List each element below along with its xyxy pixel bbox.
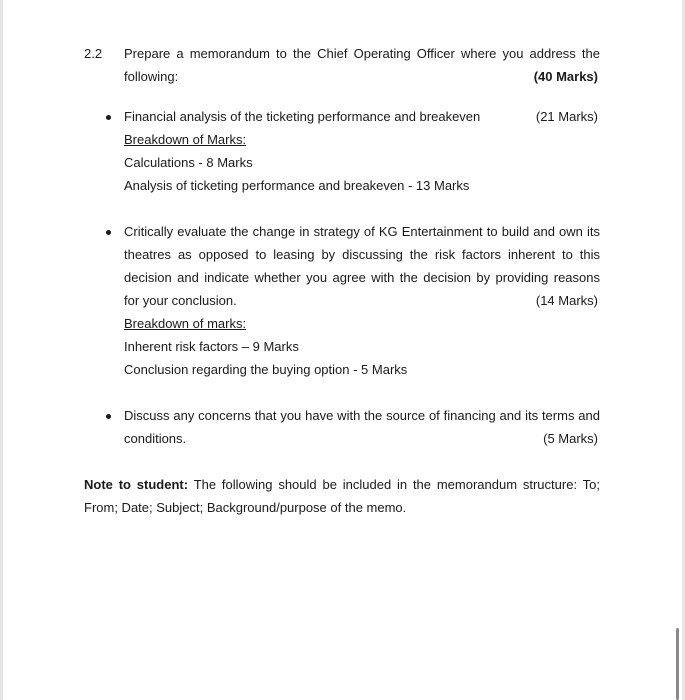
item2-breakdown-line: Inherent risk factors – 9 Marks xyxy=(124,339,299,354)
item2-breakdown-line: Conclusion regarding the buying option - 5 Marks xyxy=(124,362,408,377)
item1-marks: (21 Marks) xyxy=(535,109,598,124)
note-line2: From; Date; Subject; Background/purpose of the memo. xyxy=(84,500,407,515)
bullet-icon xyxy=(106,414,111,419)
item3-marks: (5 Marks) xyxy=(543,431,598,446)
question-intro-line2: following: xyxy=(124,69,179,84)
item2-line: Critically evaluate the change in strategy of KG Entertainment to build and own its xyxy=(124,224,600,239)
item2-line: theatres as opposed to leasing by discussing the risk factors inherent to this xyxy=(124,247,600,262)
page-edge-left xyxy=(0,0,3,700)
note-line1 xyxy=(84,477,600,493)
item2-line: decision and indicate whether you agree with the decision by providing reasons xyxy=(124,270,600,285)
item3-line: Discuss any concerns that you have with the source of financing and its terms and xyxy=(124,408,600,423)
note-text: The following should be included in the memorandum structure: To; xyxy=(193,477,600,492)
item1-text: Financial analysis of the ticketing performance and breakeven xyxy=(124,109,481,124)
bullet-icon xyxy=(106,115,111,120)
item3-line: conditions. xyxy=(124,431,187,446)
question-number: 2.2 xyxy=(84,46,103,61)
item2-marks: (14 Marks) xyxy=(535,293,598,308)
question-intro-line1: Prepare a memorandum to the Chief Operating Officer where you address the xyxy=(124,46,600,61)
bullet-icon xyxy=(106,230,111,235)
item1-breakdown-line: Calculations - 8 Marks xyxy=(124,155,253,170)
item1-breakdown-heading: Breakdown of Marks: xyxy=(124,132,247,147)
vertical-scrollbar[interactable] xyxy=(676,628,679,700)
item2-line: for your conclusion. xyxy=(124,293,237,308)
item1-breakdown-line: Analysis of ticketing performance and breakeven - 13 Marks xyxy=(124,178,470,193)
item2-breakdown-heading: Breakdown of marks: xyxy=(124,316,247,331)
question-total-marks: (40 Marks) xyxy=(533,69,598,84)
note-label: Note to student: xyxy=(84,477,189,492)
